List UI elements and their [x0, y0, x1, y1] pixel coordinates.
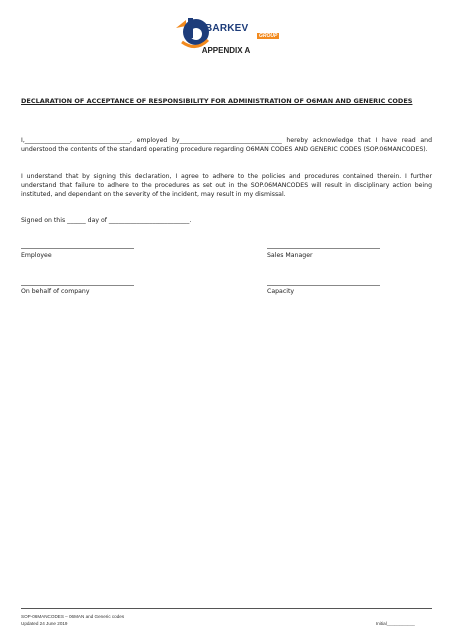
logo-tag: GROUP — [259, 33, 278, 39]
company-signature-line — [21, 285, 134, 286]
footer-document-code: SOP-06MANCODES – 06MAN and Generic codes — [21, 614, 125, 619]
understanding-paragraph: I understand that by signing this declaration, I agree to adhere to the policies and procedures contained therein. I further understand that failure to adhere to the procedures as set out in the SOP.06MANCODES will result in disciplinary action being instituted, and dependant on the severity of the incident, may result in my dismissal. — [21, 173, 432, 198]
acknowledgement-paragraph: I,__________________________________, employed by_________________________________ hereby acknowledge that I have read and understood the contents of the standard operating procedure regarding O6MAN CODES AND GENERIC CODES (SOP.06MANCODES). — [21, 137, 432, 153]
on-behalf-label: On behalf of company — [21, 288, 90, 295]
footer-updated-date: Updated 24 June 2019 — [21, 621, 68, 626]
signed-on-line: Signed on this ______ day of __________________________. — [21, 217, 192, 224]
sales-manager-label: Sales Manager — [267, 252, 313, 259]
footer-initial: Initial___________ — [376, 621, 415, 626]
employee-signature-line — [21, 248, 134, 249]
footer-divider — [21, 608, 432, 609]
capacity-signature-line — [267, 285, 380, 286]
declaration-heading: DECLARATION OF ACCEPTANCE OF RESPONSIBILITY FOR ADMINISTRATION OF O6MAN AND GENERIC CODES — [21, 97, 413, 105]
capacity-label: Capacity — [267, 288, 295, 295]
sales-manager-signature-line — [267, 248, 380, 249]
employee-label: Employee — [21, 252, 52, 259]
page-title: APPENDIX A — [201, 46, 251, 55]
logo-name: BARKEV — [205, 23, 249, 34]
